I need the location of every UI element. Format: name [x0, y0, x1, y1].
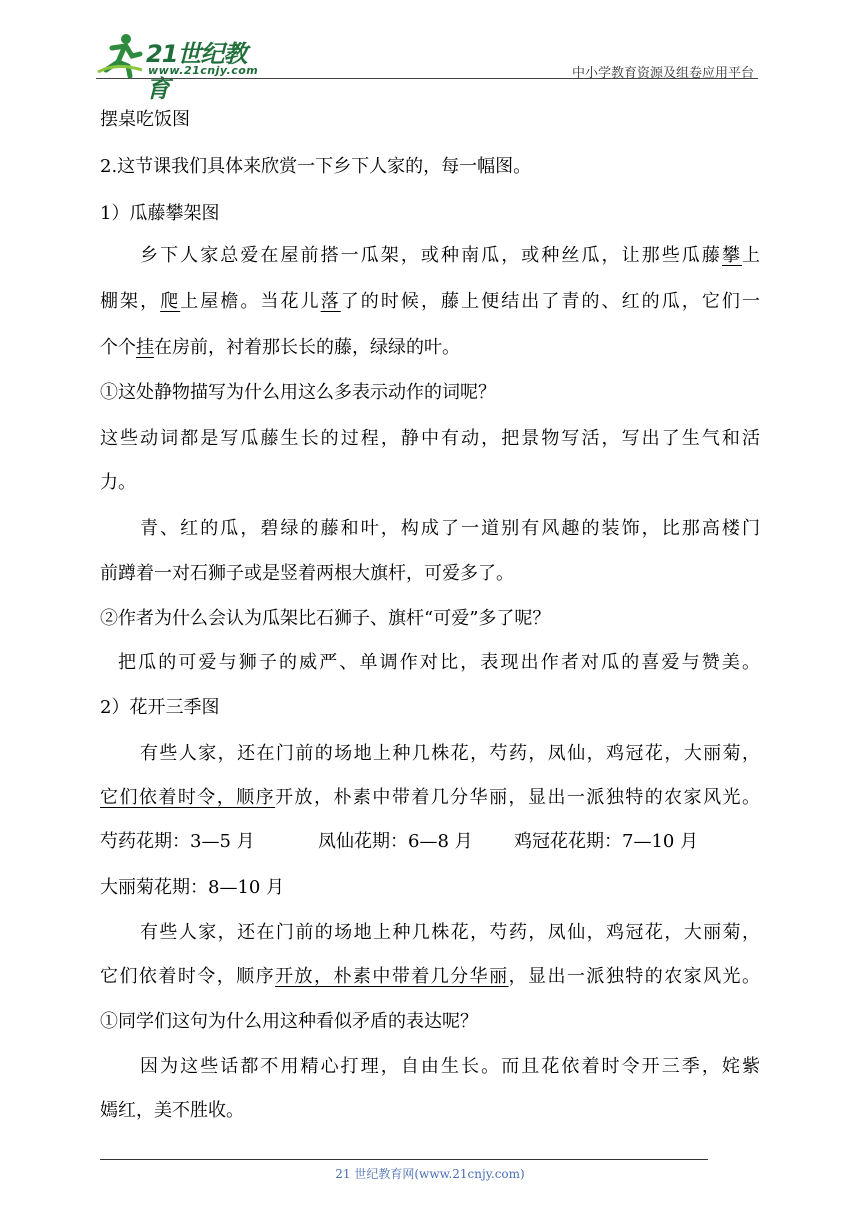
paragraph-line — [100, 787, 760, 809]
bloom-period: 凤仙花期：6—8 月 — [318, 831, 473, 852]
subsection-title: 1）瓜藤攀架图 — [100, 203, 220, 224]
answer-line: 力。 — [100, 472, 136, 493]
paragraph-line: 青、红的瓜，碧绿的藤和叶，构成了一道别有风趣的装饰，比那高楼门 — [140, 518, 760, 539]
text-run: 上屋檐。当花儿 — [180, 291, 321, 312]
text-run: 棚架， — [100, 291, 161, 312]
text-run: 乡下人家总爱在屋前搭一瓜架，或种南瓜，或种丝瓜，让那些瓜藤 — [140, 245, 722, 266]
answer-line: 把瓜的可爱与狮子的威严、单调作对比，表现出作者对瓜的喜爱与赞美。 — [118, 652, 760, 673]
underlined-word: 落 — [320, 291, 341, 312]
paragraph-line — [100, 291, 760, 313]
site-logo[interactable] — [96, 30, 266, 103]
runner-icon — [96, 32, 144, 78]
page-header — [96, 30, 764, 103]
question-line: ①同学们这句为什么用这种看似矛盾的表达呢？ — [100, 1011, 478, 1032]
underlined-word: 攀 — [721, 245, 743, 266]
underlined-phrase: 它们依着时令，顺序 — [100, 787, 276, 808]
paragraph-line — [100, 966, 760, 988]
bloom-period: 鸡冠花花期：7—10 月 — [514, 831, 699, 852]
paragraph-line: 有些人家，还在门前的场地上种几株花，芍药，凤仙，鸡冠花，大丽菊， — [140, 743, 760, 764]
subsection-title: 2）花开三季图 — [100, 697, 220, 718]
section-title: 摆桌吃饭图 — [100, 109, 190, 130]
bloom-period: 大丽菊花期：8—10 月 — [100, 877, 285, 898]
header-divider — [96, 78, 758, 79]
logo-title: 21世纪教育 — [146, 40, 247, 103]
question-line: ①这处静物描写为什么用这么多表示动作的词呢？ — [100, 382, 496, 403]
answer-line: 嫣红，美不胜收。 — [100, 1100, 244, 1121]
text-run: 了的时候，藤上便结出了青的、红的瓜，它们一 — [340, 291, 760, 312]
page-footer[interactable]: 21 世纪教育网(www.21cnjy.com) — [335, 1167, 525, 1181]
question-line: ②作者为什么会认为瓜架比石狮子、旗杆“可爱”多了呢？ — [100, 608, 551, 629]
text-run: 在房前，衬着那长长的藤，绿绿的叶。 — [154, 337, 460, 358]
text-run: ，显出一派独特的农家风光。 — [508, 966, 761, 987]
bloom-period: 芍药花期：3—5 月 — [100, 831, 255, 852]
underlined-phrase: 开放，朴素中带着几分华丽 — [275, 966, 509, 987]
paragraph-line: 前蹲着一对石狮子或是竖着两根大旗杆，可爱多了。 — [100, 563, 514, 584]
footer-divider — [100, 1159, 708, 1160]
platform-title: 中小学教育资源及组卷应用平台 — [571, 66, 754, 81]
text-run: 个个 — [100, 337, 136, 358]
text-run: 它们依着时令，顺序 — [100, 966, 276, 987]
text-run: 开放，朴素中带着几分华丽，显出一派独特的农家风光。 — [275, 787, 761, 808]
answer-line: 因为这些话都不用精心打理，自由生长。而且花依着时令开三季，姹紫 — [140, 1056, 760, 1077]
logo-url: www.21cnjy.com — [148, 64, 259, 77]
paragraph-line — [100, 337, 460, 359]
paragraph-line — [140, 245, 760, 267]
underlined-word: 爬 — [160, 291, 181, 312]
paragraph-line: 有些人家，还在门前的场地上种几株花，芍药，凤仙，鸡冠花，大丽菊， — [140, 922, 760, 943]
text-run: 上 — [742, 245, 761, 266]
underlined-word: 挂 — [136, 337, 154, 358]
answer-line: 这些动词都是写瓜藤生长的过程，静中有动，把景物写活，写出了生气和活 — [100, 428, 760, 449]
intro-line: 2.这节课我们具体来欣赏一下乡下人家的，每一幅图。 — [100, 156, 532, 177]
